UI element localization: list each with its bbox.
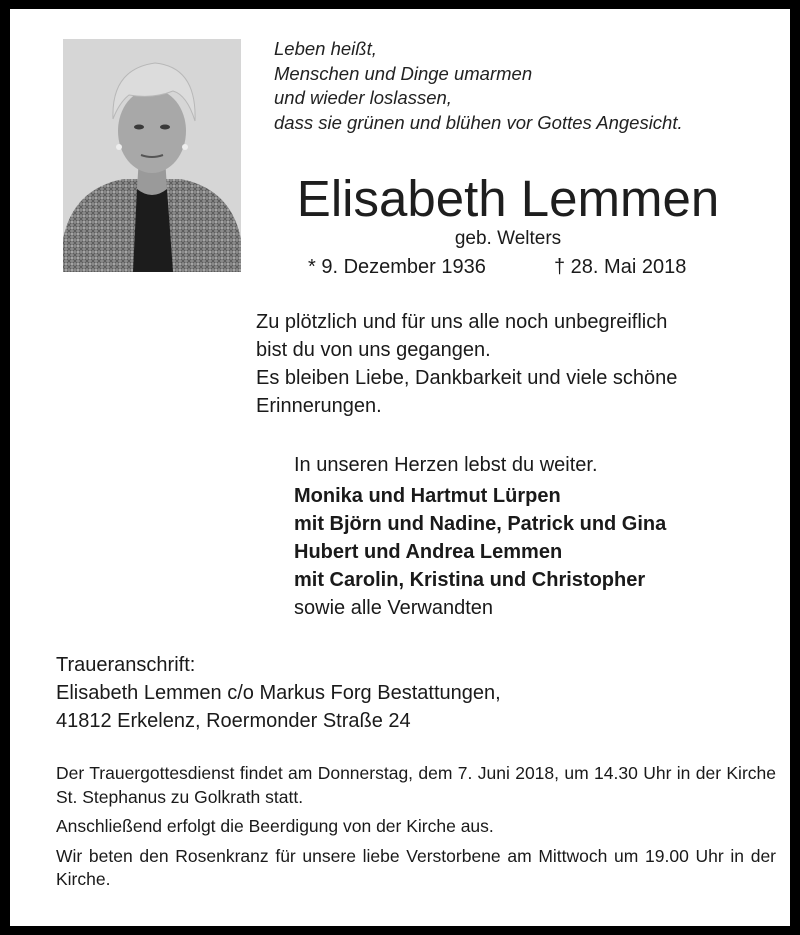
- portrait-photo: [63, 39, 241, 272]
- farewell-message: [256, 308, 776, 420]
- mourners-closing: sowie alle Verwandten: [294, 597, 494, 619]
- message-line: Es bleiben Liebe, Dankbarkeit und viele schöne: [256, 367, 678, 389]
- burial-paragraph: Anschließend erfolgt die Beerdigung von der Kirche aus.: [56, 816, 494, 836]
- mourner-line: Monika und Hartmut Lürpen: [294, 485, 561, 507]
- poem-verse: [274, 37, 774, 135]
- mourners-list: [294, 451, 774, 622]
- service-details: [56, 762, 776, 898]
- life-dates: [308, 254, 728, 280]
- mourners-intro: In unseren Herzen lebst du weiter.: [294, 454, 598, 476]
- message-line: Erinnerungen.: [256, 395, 382, 417]
- portrait-image: [63, 39, 241, 272]
- rosary-paragraph: Wir beten den Rosenkranz für unsere liebe Verstorbene am Mittwoch um 19.00 Uhr in der Kirche.: [56, 845, 776, 889]
- address-line: Elisabeth Lemmen c/o Markus Forg Bestattungen,: [56, 682, 501, 704]
- message-line: Zu plötzlich und für uns alle noch unbegreiflich: [256, 311, 668, 333]
- poem-line: und wieder loslassen,: [274, 87, 452, 108]
- poem-line: Leben heißt,: [274, 38, 377, 59]
- address-heading: Traueranschrift:: [56, 654, 196, 676]
- deceased-name: Elisabeth Lemmen: [296, 170, 720, 227]
- mourner-line: Hubert und Andrea Lemmen: [294, 541, 563, 563]
- service-paragraph: Der Trauergottesdienst findet am Donnerstag, dem 7. Juni 2018, um 14.30 Uhr in der Kirche St. Stephanus zu Golkrath statt.: [56, 763, 776, 807]
- poem-line: dass sie grünen und blühen vor Gottes Angesicht.: [274, 111, 683, 133]
- obituary-notice: [10, 9, 790, 926]
- death-date: † 28. Mai 2018: [554, 256, 687, 278]
- message-line: bist du von uns gegangen.: [256, 339, 491, 361]
- birth-date: * 9. Dezember 1936: [308, 256, 486, 278]
- condolence-address: [56, 651, 756, 735]
- mourner-line: mit Carolin, Kristina und Christopher: [294, 569, 646, 591]
- address-line: 41812 Erkelenz, Roermonder Straße 24: [56, 710, 411, 732]
- mourner-line: mit Björn und Nadine, Patrick und Gina: [294, 513, 667, 535]
- poem-line: Menschen und Dinge umarmen: [274, 62, 533, 84]
- birth-name: geb. Welters: [454, 228, 562, 249]
